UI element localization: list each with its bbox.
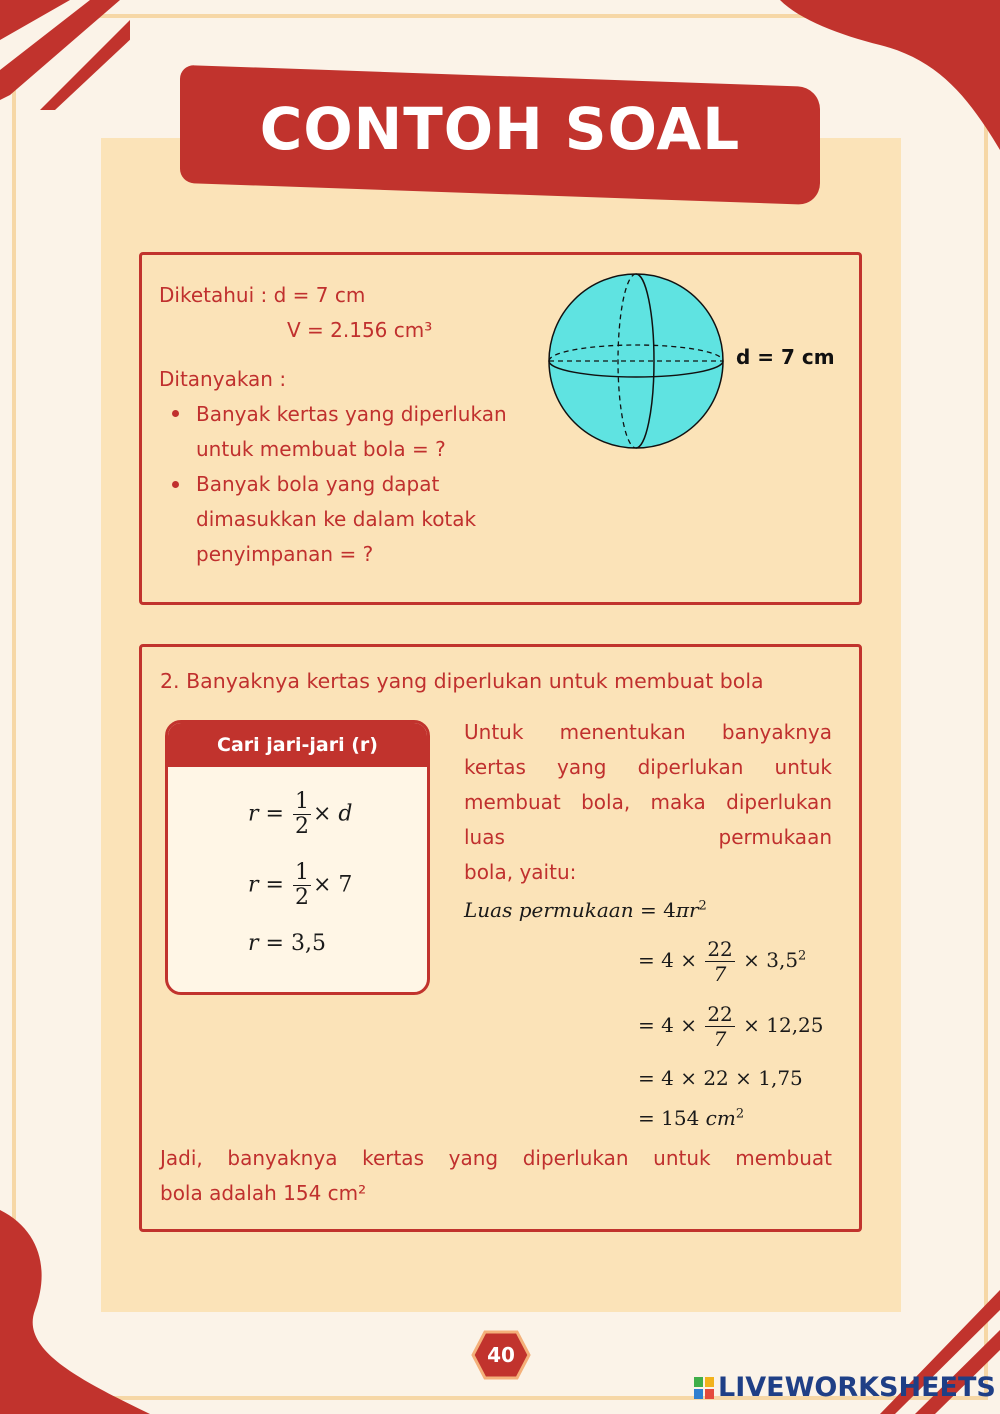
asked-item-1-line-1: Banyak kertas yang diperlukan — [196, 402, 507, 426]
bullet-icon — [172, 410, 179, 417]
liveworksheets-watermark: LIVEWORKSHEETS — [718, 1372, 996, 1403]
section-heading: 2. Banyaknya kertas yang diperlukan untuk membuat bola — [160, 669, 764, 693]
asked-label: Ditanyakan : — [159, 367, 287, 391]
radius-formula-1: r = $\frac{1}{2}$ × d — [248, 789, 353, 839]
calc-step-3: = 4 × 22 × 1,75 — [638, 1066, 803, 1090]
given-diameter: Diketahui : d = 7 cm — [159, 283, 366, 307]
radius-card-title: Cari jari-jari (r) — [168, 723, 427, 767]
liveworksheets-logo-icon — [694, 1377, 714, 1399]
bullet-icon — [172, 481, 179, 488]
radius-result: r = 3,5 — [248, 931, 326, 956]
calc-step-1: = 4 × $\frac{22}{7}$ × $3,5^2$ — [638, 937, 807, 986]
conclusion-line-2: bola adalah 154 cm² — [160, 1181, 367, 1205]
asked-item-2-line-1: Banyak bola yang dapat — [196, 472, 440, 496]
asked-item-2-line-3: penyimpanan = ? — [196, 542, 374, 566]
asked-item-1-line-2: untuk membuat bola = ? — [196, 437, 446, 461]
sphere-diameter-label: d = 7 cm — [736, 345, 835, 369]
explanation-paragraph-end: bola, yaitu: — [464, 860, 577, 884]
explanation-paragraph: Untuk menentukan banyaknya kertas yang diperlukan untuk membuat bola, maka diperlukan luas permukaan — [464, 720, 832, 849]
surface-area-formula: Luas permukaan = $4\pi r^2$ — [464, 898, 707, 922]
conclusion — [160, 1141, 832, 1211]
surface-area-label: Luas permukaan — [464, 898, 634, 922]
given-volume: V = 2.156 cm³ — [287, 318, 433, 342]
asked-item-2-line-2: dimasukkan ke dalam kotak — [196, 507, 477, 531]
page-number: 40 — [487, 1343, 515, 1367]
calc-step-2: = 4 × $\frac{22}{7}$ × 12,25 — [638, 1002, 824, 1051]
radius-formula-2: r = $\frac{1}{2}$ × 7 — [248, 860, 353, 910]
page-title: CONTOH SOAL — [259, 95, 741, 163]
sphere-diagram — [545, 270, 727, 452]
conclusion-line-1: Jadi, banyaknya kertas yang diperlukan untuk membuat — [160, 1146, 832, 1170]
corner-decoration-top-left — [0, 0, 130, 110]
calc-result: = 154 $cm^2$ — [638, 1106, 745, 1130]
